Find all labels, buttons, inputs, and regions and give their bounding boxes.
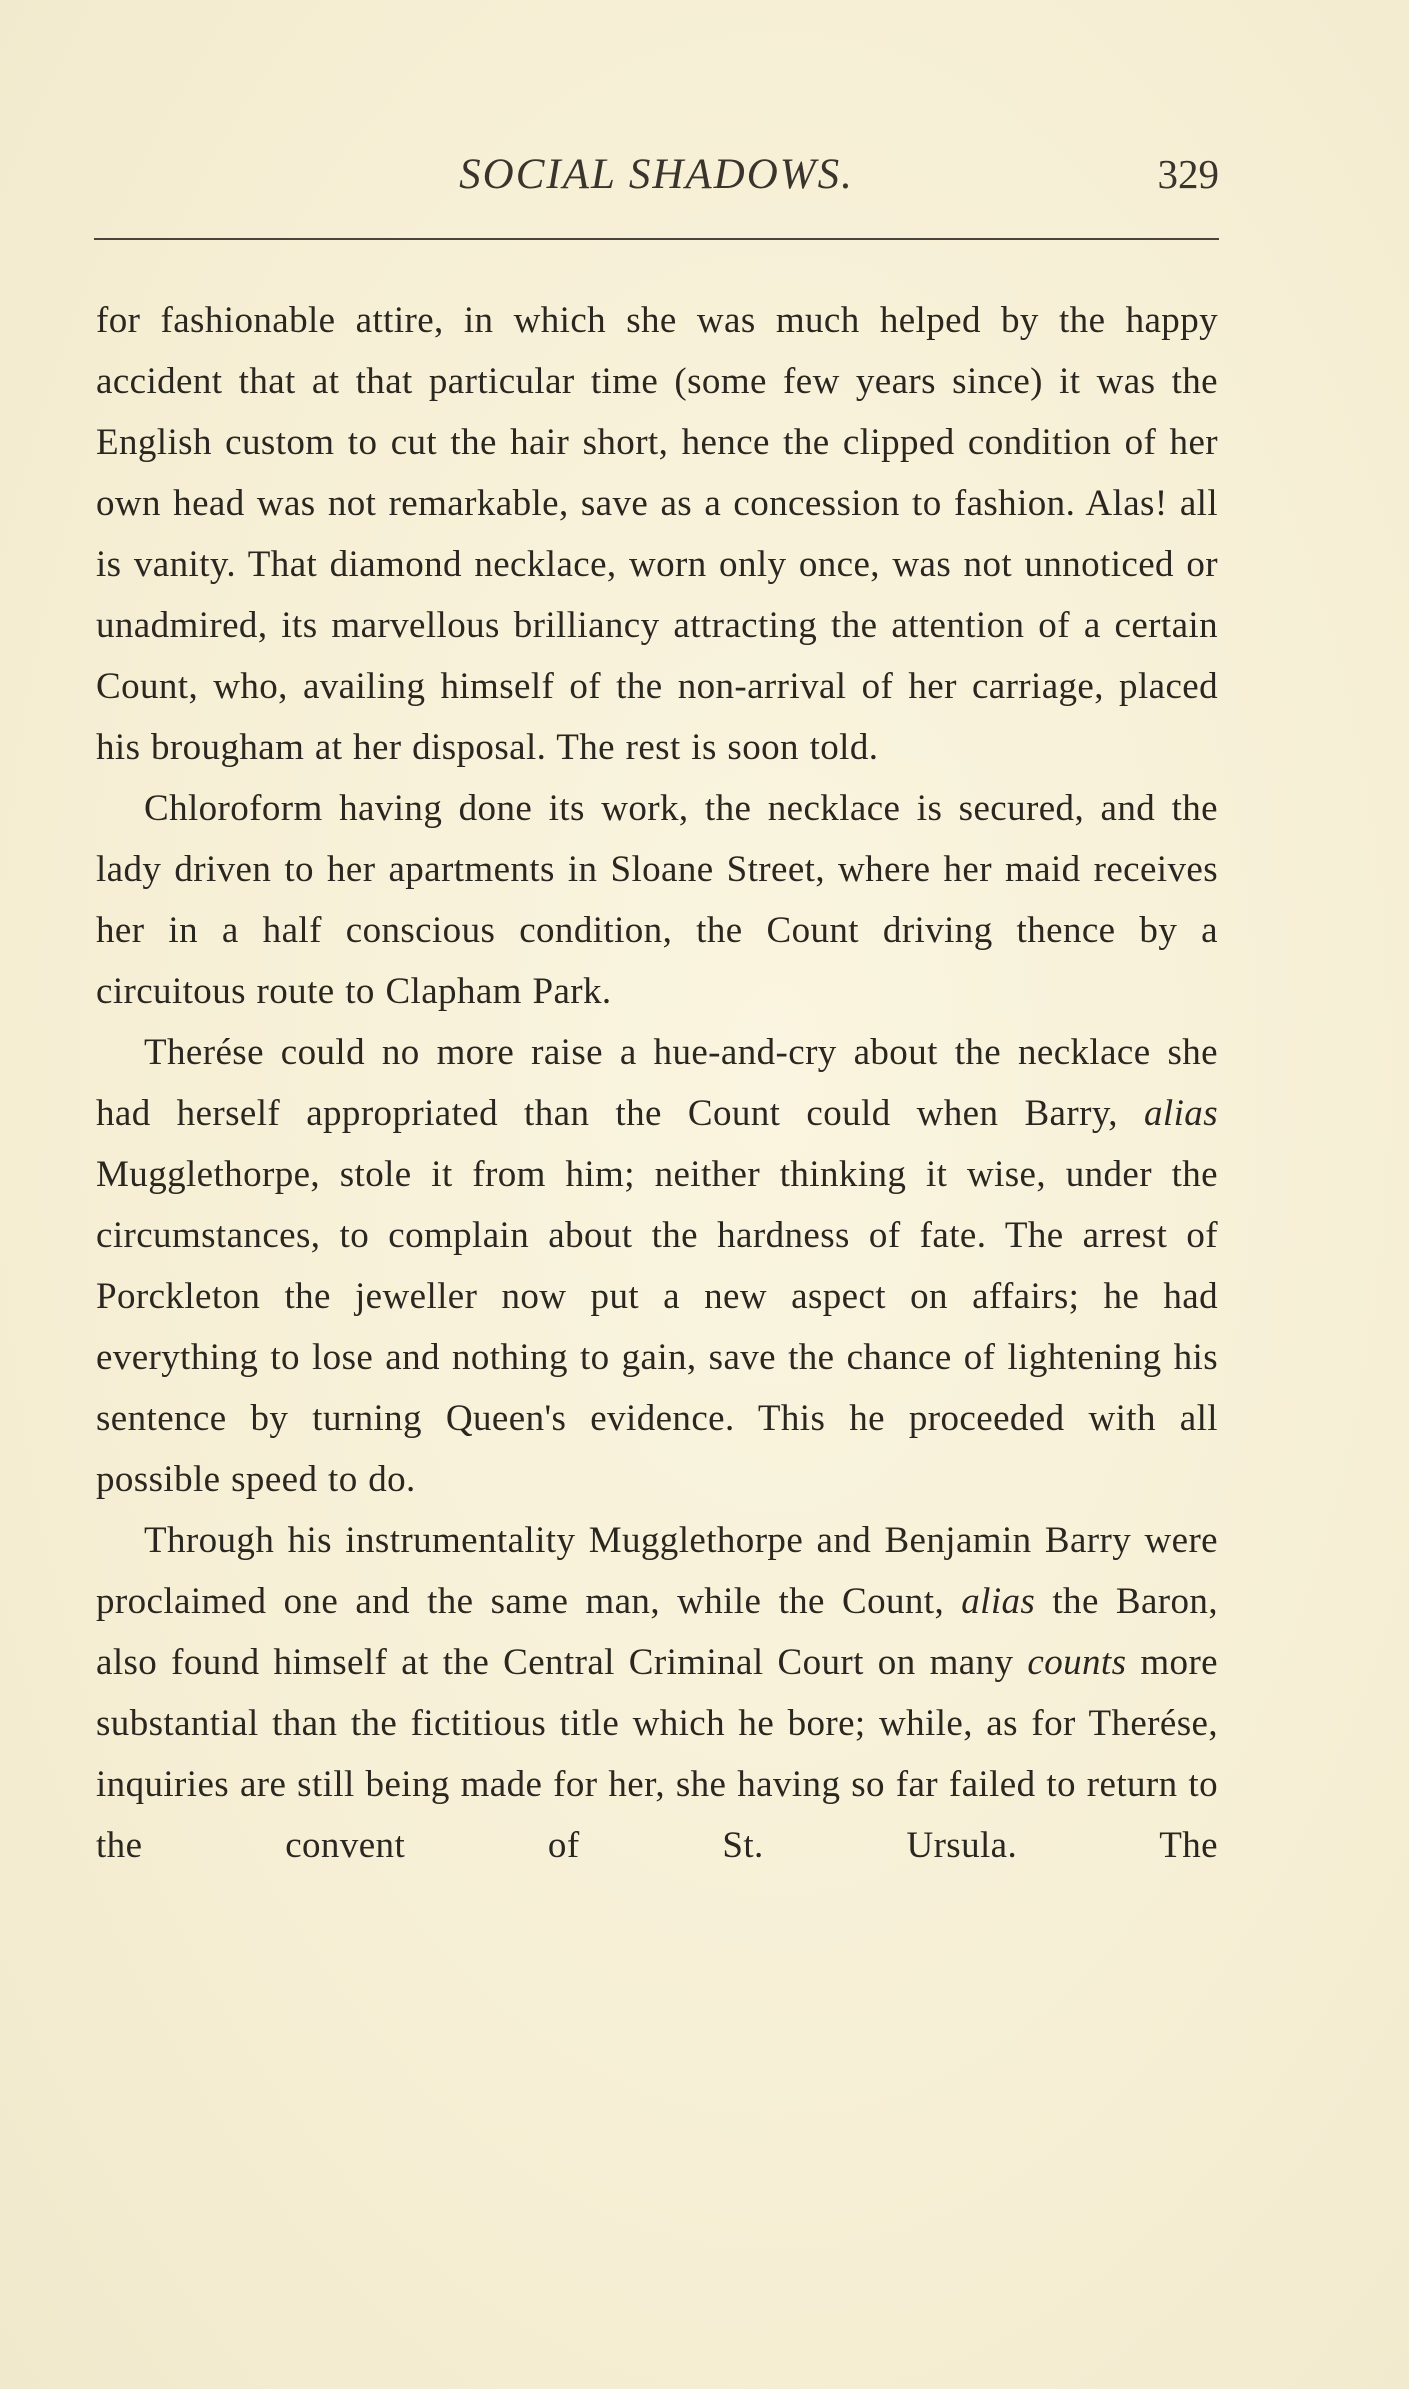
text-run: Chloroform having done its work, the necklace is secured, and the lady driven to her apartments in Sloane Street, where her maid receives her in a half conscious condition, the Count driving thence by a circuitous route to Clapham Park. [96,788,1218,1012]
italic-text-run: counts [1027,1642,1127,1683]
running-title: SOCIAL SHADOWS. [459,151,854,198]
text-run: for fashionable attire, in which she was much helped by the happy accident that at that particular time (some few years since) it was the English custom to cut the hair short, hence the clipped condition of her own head was not remarkable, save as a concession to fashion. Alas! all is vanity. That diamond necklace, worn only once, was not unnoticed or unadmired, its marvellous brilliancy attracting the attention of a certain Count, who, availing himself of the non-arrival of her carriage, placed his brougham at her disposal. The rest is soon told. [96,300,1218,768]
paragraph-3 [96,1022,1218,1510]
italic-text-run: alias [961,1581,1036,1622]
text-run: Mugglethorpe, stole it from him; neither thinking it wise, under the circumstances, to complain about the hardness of fate. The arrest of Porckleton the jeweller now put a new aspect on affairs; he had everything to lose and nothing to gain, save the chance of lightening his sentence by turning Queen's evidence. This he proceeded with all possible speed to do. [96,1154,1218,1500]
paragraph-4 [96,1510,1218,1876]
text-run: the Baron, also found himself at the Central Criminal Court on many [96,1581,1218,1683]
text-run: Therése could no more raise a hue-and-cry about the necklace she had herself appropriated than the Count could when Barry, [96,1032,1218,1134]
page-number: 329 [1157,151,1219,197]
italic-text-run: alias [1144,1093,1218,1134]
text-run: more substantial than the fictitious title which he bore; while, as for Therése, inquiries are still being made for her, she having so far failed to return to the convent of St. Ursula. The [96,1642,1218,1866]
body-text [96,290,1218,1876]
paragraph-1 [96,290,1218,778]
text-run: Through his instrumentality Mugglethorpe and Benjamin Barry were proclaimed one and the same man, while the Count, [96,1520,1218,1622]
header-rule [94,238,1219,240]
page-header [94,150,1219,210]
paragraph-2 [96,778,1218,1022]
